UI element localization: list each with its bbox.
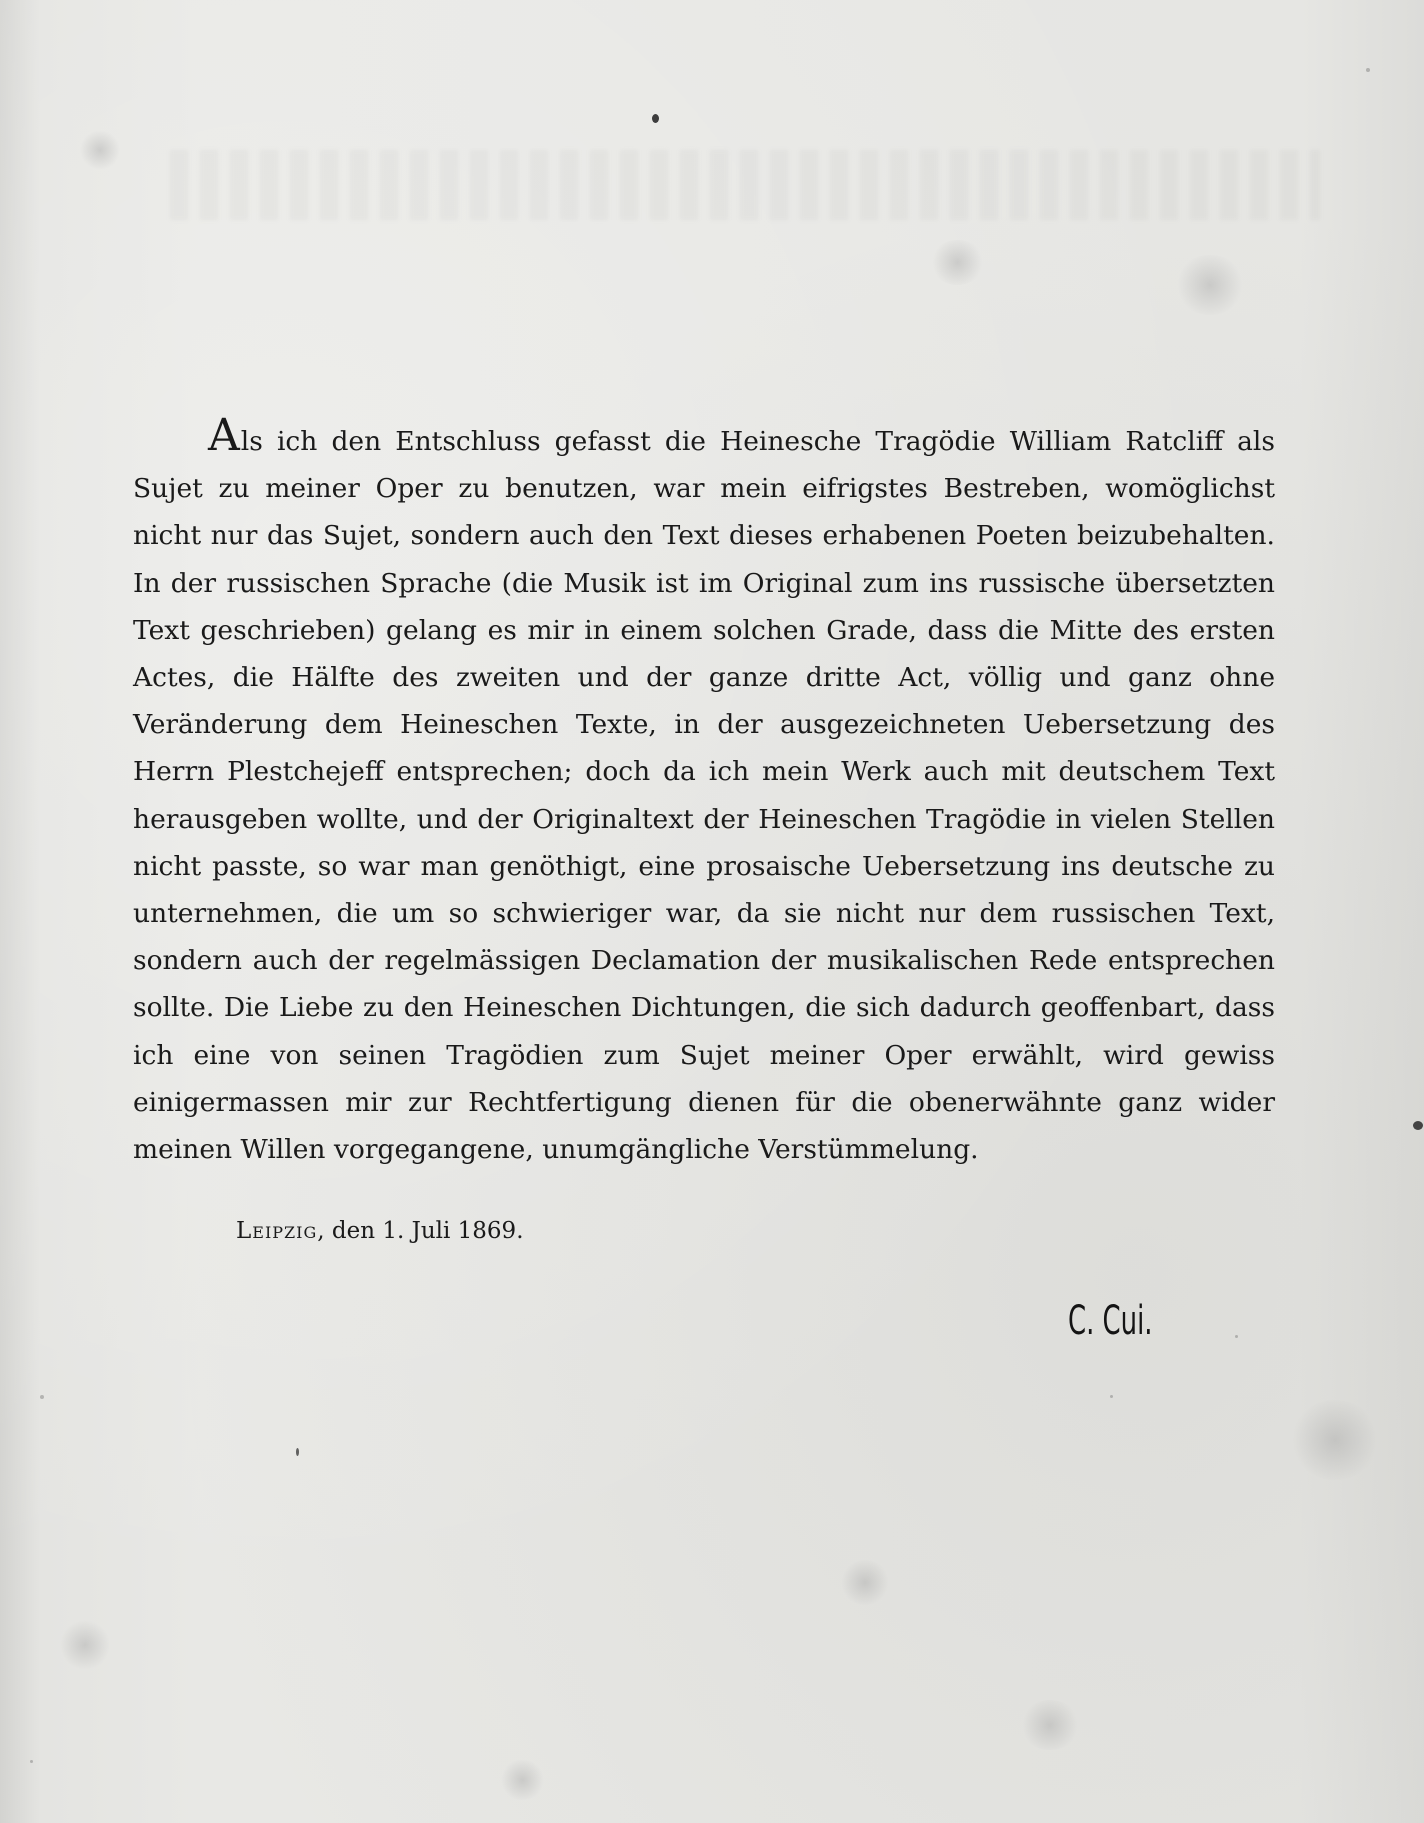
ink-speck xyxy=(1366,68,1370,72)
preface-paragraph xyxy=(133,410,1275,1173)
ink-speck xyxy=(296,1448,299,1456)
paper-stain xyxy=(840,1560,890,1605)
dateline-date: , den 1. Juli 1869. xyxy=(317,1218,524,1244)
ink-speck xyxy=(1413,1121,1423,1130)
paper-stain xyxy=(1175,255,1245,315)
paper-stain xyxy=(930,240,985,285)
dateline-place: Leipzig xyxy=(236,1218,318,1244)
dateline xyxy=(236,1218,524,1244)
drop-cap: A xyxy=(208,410,241,461)
paper-stain xyxy=(1020,1700,1080,1750)
ink-speck xyxy=(1235,1335,1238,1338)
ink-speck xyxy=(1110,1395,1113,1398)
bleed-through-shadow xyxy=(170,150,1320,220)
paper-stain xyxy=(60,1620,110,1670)
paragraph-text: ls ich den Entschluss gefasst die Heinesche Tragödie William Ratcliff als Sujet zu meiner Oper zu benutzen, war mein eifrigstes Bestreben, womöglichst nicht nur das Sujet, sondern auch den Text dieses erhabenen Poeten beizubehalten. In der russischen Sprache (die Musik ist im Original zum ins russische übersetzten Text geschrieben) gelang es mir in einem solchen Grade, dass die Mitte des ersten Actes, die Hälfte des zweiten und der ganze dritte Act, völlig und ganz ohne Veränderung dem Heineschen Texte, in der ausgezeichneten Uebersetzung des Herrn Plestchejeff entsprechen; doch da ich mein Werk auch mit deutschem Text herausgeben wollte, und der Originaltext der Heineschen Tragödie in vielen Stellen nicht passte, so war man genöthigt, eine prosaische Uebersetzung ins deutsche zu unternehmen, die um so schwieriger war, da sie nicht nur dem russischen Text, sondern auch der regelmässigen Declamation der musikalischen Rede entsprechen sollte. Die Liebe zu den Heineschen Dichtungen, die sich dadurch geoffenbart, dass ich eine von seinen Tragödien zum Sujet meiner Oper erwählt, wird gewiss einigermassen mir zur Rechtfertigung dienen für die obenerwähnte ganz wider meinen Willen vorgegangene, unumgängliche Verstümmelung. xyxy=(133,426,1275,1166)
ink-speck xyxy=(40,1395,44,1399)
paper-stain xyxy=(500,1760,545,1800)
paper-stain xyxy=(80,130,120,170)
ink-speck xyxy=(652,114,659,123)
author-signature: C. Cui. xyxy=(1068,1298,1153,1344)
ink-speck xyxy=(30,1760,33,1763)
paper-stain xyxy=(1290,1400,1380,1480)
